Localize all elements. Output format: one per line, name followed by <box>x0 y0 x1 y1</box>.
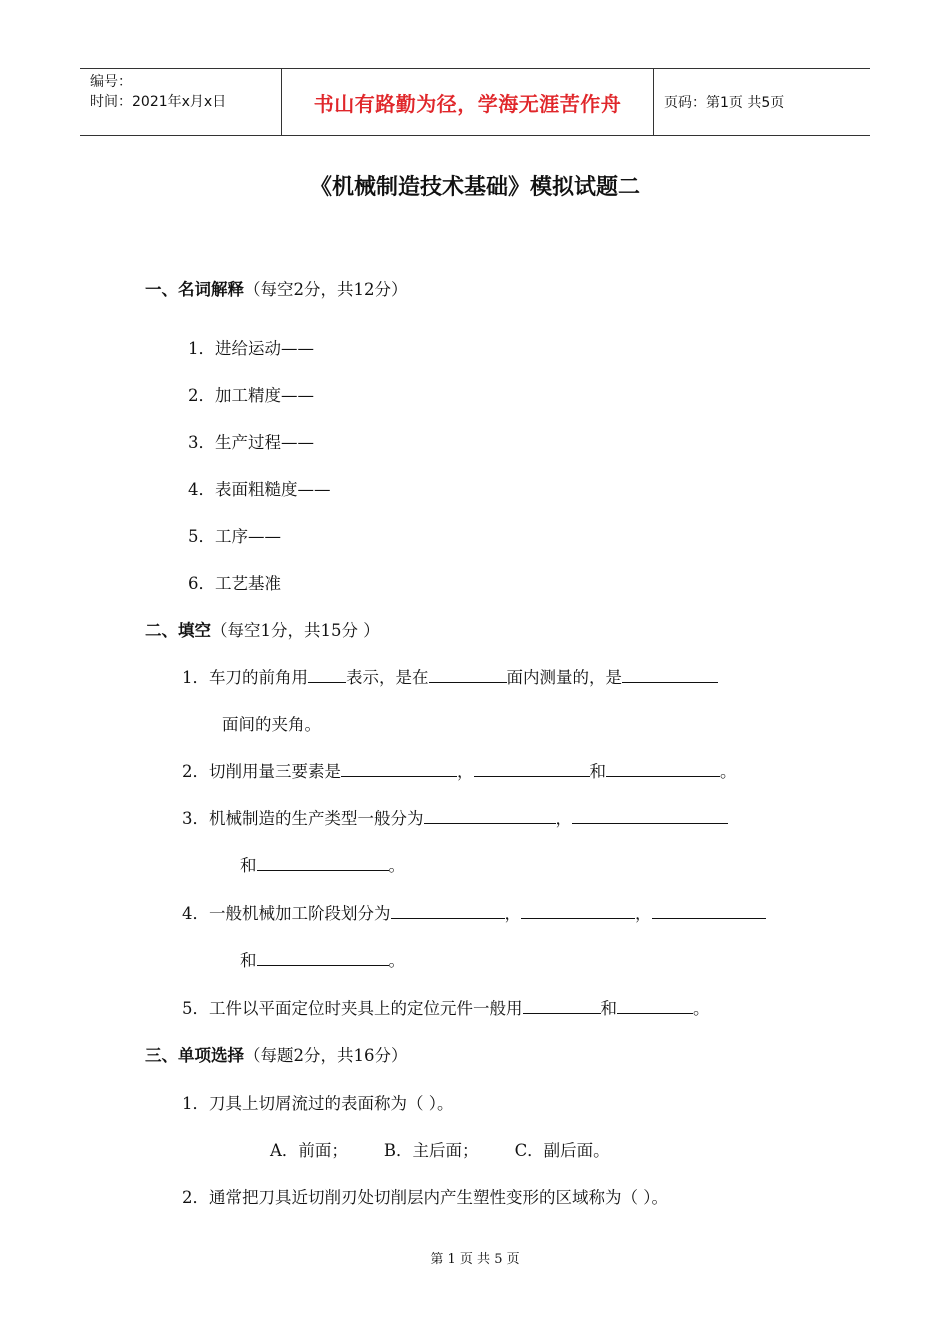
section1-item-2: 2．加工精度—— <box>188 386 314 405</box>
option-a: A．前面； <box>270 1141 348 1160</box>
fill-question-2: 2．切削用量三要素是 ， 和 。 <box>182 758 737 782</box>
page-header <box>80 68 870 136</box>
answer-blank <box>474 759 590 777</box>
answer-blank <box>617 996 693 1014</box>
answer-blank <box>521 901 635 919</box>
fill-question-5: 5．工件以平面定位时夹具上的定位元件一般用 和 。 <box>182 995 710 1019</box>
section2-note: （每空1分，共15分 ） <box>211 621 380 640</box>
section1-item-3: 3．生产过程—— <box>188 433 314 452</box>
answer-blank <box>572 806 728 824</box>
motto: 书山有路勤为径，学海无涯苦作舟 <box>313 91 622 116</box>
answer-blank <box>622 665 718 683</box>
section2-heading <box>145 617 380 641</box>
answer-blank <box>257 853 389 871</box>
document-title: 《机械制造技术基础》模拟试题二 <box>309 175 640 200</box>
header-page-cell <box>654 69 870 135</box>
section1-item-5: 5．工序—— <box>188 527 281 546</box>
answer-blank <box>341 759 457 777</box>
answer-blank <box>424 806 556 824</box>
section3-note: （每题2分，共16分） <box>244 1046 408 1065</box>
option-b: B．主后面； <box>383 1141 479 1160</box>
answer-blank <box>257 948 389 966</box>
fill-question-1-cont: 面间的夹角。 <box>222 715 321 734</box>
fill-question-4: 4．一般机械加工阶段划分为 ， ， <box>182 900 766 924</box>
option-c: C．副后面。 <box>514 1141 610 1160</box>
answer-blank <box>391 901 505 919</box>
number-label: 编号： <box>90 74 132 90</box>
section1-item-1: 1．进给运动—— <box>188 339 314 358</box>
section1-item-6: 6．工艺基准 <box>188 574 281 593</box>
section1-heading <box>145 276 408 300</box>
page-label: 页码：第1页 共5页 <box>664 95 785 111</box>
section3-title: 三、单项选择 <box>145 1046 244 1065</box>
answer-blank <box>523 996 601 1014</box>
section1-item-4: 4．表面粗糙度—— <box>188 480 331 499</box>
answer-blank <box>652 901 766 919</box>
answer-blank <box>606 759 720 777</box>
answer-blank <box>308 665 346 683</box>
section1-title: 一、名词解释 <box>145 280 244 299</box>
time-label: 时间：2021年x月x日 <box>90 94 227 110</box>
choice-question-1-options <box>270 1137 610 1161</box>
section2-title: 二、填空 <box>145 621 211 640</box>
header-motto-cell <box>281 69 654 135</box>
fill-question-3: 3．机械制造的生产类型一般分为 ， <box>182 805 728 829</box>
header-info <box>80 69 281 135</box>
section1-note: （每空2分，共12分） <box>244 280 408 299</box>
section3-heading <box>145 1042 408 1066</box>
choice-question-2: 2．通常把刀具近切削刃处切削层内产生塑性变形的区域称为（ ）。 <box>182 1188 668 1207</box>
fill-question-3-cont: 和 。 <box>240 852 405 876</box>
choice-question-1: 1．刀具上切屑流过的表面称为（ ）。 <box>182 1094 454 1113</box>
fill-question-1: 1．车刀的前角用 表示，是在 面内测量的，是 <box>182 664 718 688</box>
page-footer: 第 1 页 共 5 页 <box>430 1252 520 1267</box>
fill-question-4-cont: 和 。 <box>240 947 405 971</box>
answer-blank <box>429 665 507 683</box>
